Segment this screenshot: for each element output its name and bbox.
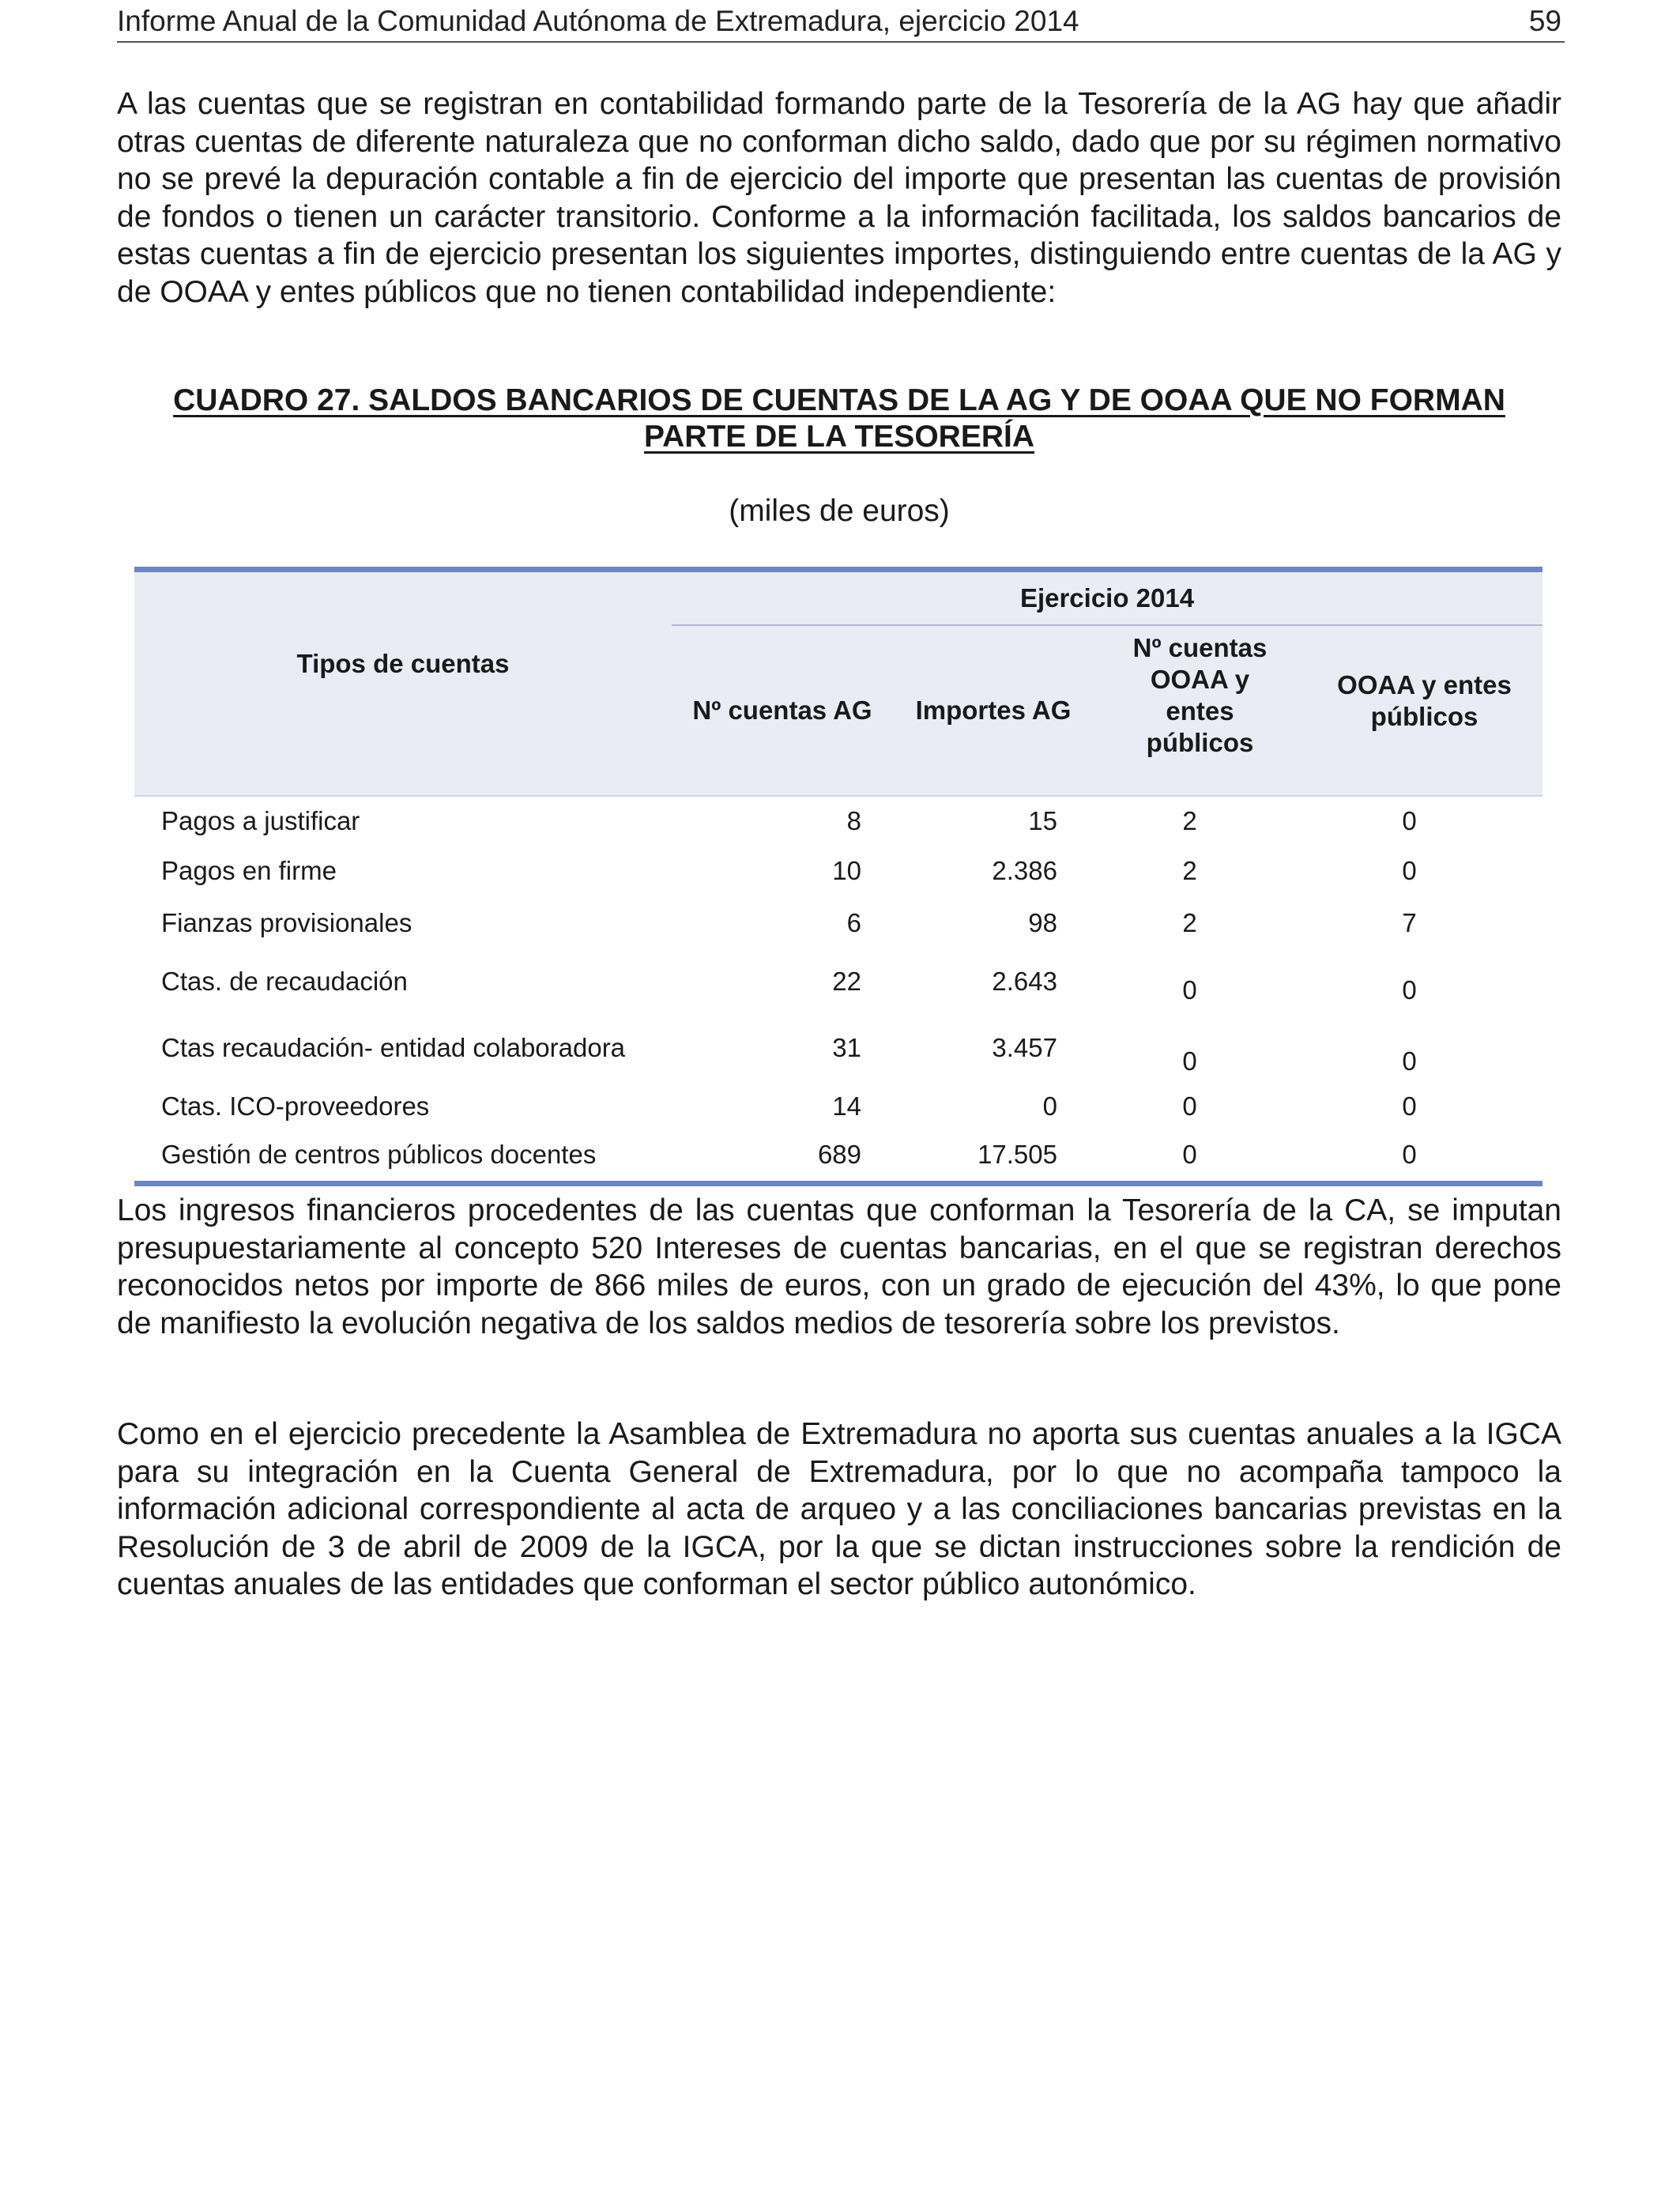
table-row <box>134 1012 1543 1084</box>
header-ooaa-entes-publicos <box>1306 625 1543 796</box>
table-title <box>117 383 1561 455</box>
cell-n-cuentas-ooaa: 0 <box>1182 975 1197 1005</box>
row-label: Ctas. de recaudación <box>161 967 408 996</box>
cell-n-cuentas-ooaa: 0 <box>1182 1046 1197 1076</box>
cell-ooaa-entes: 0 <box>1402 975 1417 1005</box>
cell-importes-ag: 15 <box>1028 806 1057 835</box>
row-label: Gestión de centros públicos docentes <box>134 1129 672 1183</box>
row-label: Pagos en firme <box>161 855 337 885</box>
cell-importes-ag: 2.643 <box>992 967 1057 996</box>
header-importes-ag: Importes AG <box>893 625 1094 796</box>
table-row <box>134 895 1543 951</box>
cell-n-cuentas-ooaa: 2 <box>1182 908 1197 937</box>
header-n-cuentas-ooaa-line-3: entes <box>1166 696 1234 726</box>
row-label: Pagos a justificar <box>161 806 360 835</box>
asamblea-paragraph: Como en el ejercicio precedente la Asamblea de Extremadura no aporta sus cuentas anuales a la IGCA para su integración en la Cuenta General de Extremadura, por lo que no acompaña tampoco la información adicional correspondiente al acta de arqueo y a las conciliaciones bancarias previstas en la Resolución de 3 de abril de 2009 de la IGCA, por la que se dictan instrucciones sobre la rendición de cuentas anuales de las entidades que conforman el sector público autonómico. <box>117 1417 1561 1601</box>
cell-ooaa-entes: 0 <box>1402 806 1417 835</box>
cell-n-cuentas-ag: 8 <box>846 806 861 835</box>
row-label: Fianzas provisionales <box>161 908 412 937</box>
cell-importes-ag: 98 <box>1028 908 1057 937</box>
header-n-cuentas-ooaa-line-2: OOAA y <box>1150 665 1250 694</box>
header-ooaa-line-1: OOAA y entes <box>1337 670 1512 699</box>
header-tipos-de-cuentas: Tipos de cuentas <box>134 570 672 797</box>
intro-paragraph: A las cuentas que se registran en contabilidad formando parte de la Tesorería de la AG hay que añadir otras cuentas de diferente naturaleza que no conforman dicho saldo, dado que por su régimen normativo no se prevé la depuración contable a fin de ejercicio del importe que presentan las cuentas de provisión de fondos o tienen un carácter transitorio. Conforme a la información facilitada, los saldos bancarios de estas cuentas a fin de ejercicio presentan los siguientes importes, distinguiendo entre cuentas de la AG y de OOAA y entes públicos que no tienen contabilidad independiente: <box>117 87 1561 309</box>
cell-importes-ag: 2.386 <box>992 855 1057 885</box>
cell-ooaa-entes: 0 <box>1402 1091 1417 1121</box>
table-title-line-1: CUADRO 27. SALDOS BANCARIOS DE CUENTAS DE LA AG Y DE OOAA QUE NO FORMAN <box>173 383 1505 417</box>
cell-ooaa-entes: 0 <box>1402 855 1417 885</box>
report-title: Informe Anual de la Comunidad Autónoma de Extremadura, ejercicio 2014 <box>117 5 1079 37</box>
row-label: Ctas recaudación- entidad colaboradora <box>161 1033 626 1062</box>
cell-n-cuentas-ag: 22 <box>832 967 861 996</box>
header-ejercicio-2014: Ejercicio 2014 <box>672 570 1543 626</box>
cell-n-cuentas-ag: 31 <box>832 1033 861 1062</box>
cell-n-cuentas-ag: 10 <box>832 855 861 885</box>
cell-ooaa-entes: 0 <box>1306 1129 1543 1183</box>
header-ooaa-line-2: públicos <box>1370 702 1478 731</box>
financial-income-paragraph: Los ingresos financieros procedentes de las cuentas que conforman la Tesorería de la CA, se imputan presupuestariamente al concepto 520 Intereses de cuentas bancarias, en el que se registran derechos reconocidos netos por importe de 866 miles de euros, con un grado de ejecución del 43%, lo que pone de manifiesto la evolución negativa de los saldos medios de tesorería sobre los previstos. <box>117 1193 1561 1340</box>
table-row <box>134 796 1543 846</box>
cell-n-cuentas-ooaa: 2 <box>1182 806 1197 835</box>
cell-n-cuentas-ag: 6 <box>846 908 861 937</box>
table-row <box>134 951 1543 1012</box>
table-row <box>134 846 1543 895</box>
bank-balances-table <box>134 567 1543 1186</box>
table-title-line-2: PARTE DE LA TESORERÍA <box>643 420 1035 454</box>
header-n-cuentas-ooaa <box>1094 625 1306 796</box>
cell-ooaa-entes: 0 <box>1402 1046 1417 1076</box>
running-header <box>117 3 1565 43</box>
cell-n-cuentas-ooaa: 2 <box>1182 855 1197 885</box>
cell-ooaa-entes: 7 <box>1402 908 1417 937</box>
table-row <box>134 1084 1543 1129</box>
header-n-cuentas-ooaa-line-4: públicos <box>1146 728 1254 757</box>
cell-n-cuentas-ooaa: 0 <box>1094 1129 1306 1183</box>
header-n-cuentas-ooaa-line-1: Nº cuentas <box>1132 633 1268 662</box>
cell-importes-ag: 0 <box>1042 1091 1057 1121</box>
cell-n-cuentas-ooaa: 0 <box>1182 1091 1197 1121</box>
table-row <box>134 1129 1543 1183</box>
cell-n-cuentas-ag: 689 <box>672 1129 893 1183</box>
row-label: Ctas. ICO-proveedores <box>161 1091 430 1121</box>
cell-importes-ag: 17.505 <box>893 1129 1094 1183</box>
table-unit: (miles de euros) <box>729 494 950 528</box>
cell-importes-ag: 3.457 <box>992 1033 1057 1062</box>
cell-n-cuentas-ag: 14 <box>832 1091 861 1121</box>
header-n-cuentas-ag: Nº cuentas AG <box>672 625 893 796</box>
page-number: 59 <box>1528 5 1561 37</box>
